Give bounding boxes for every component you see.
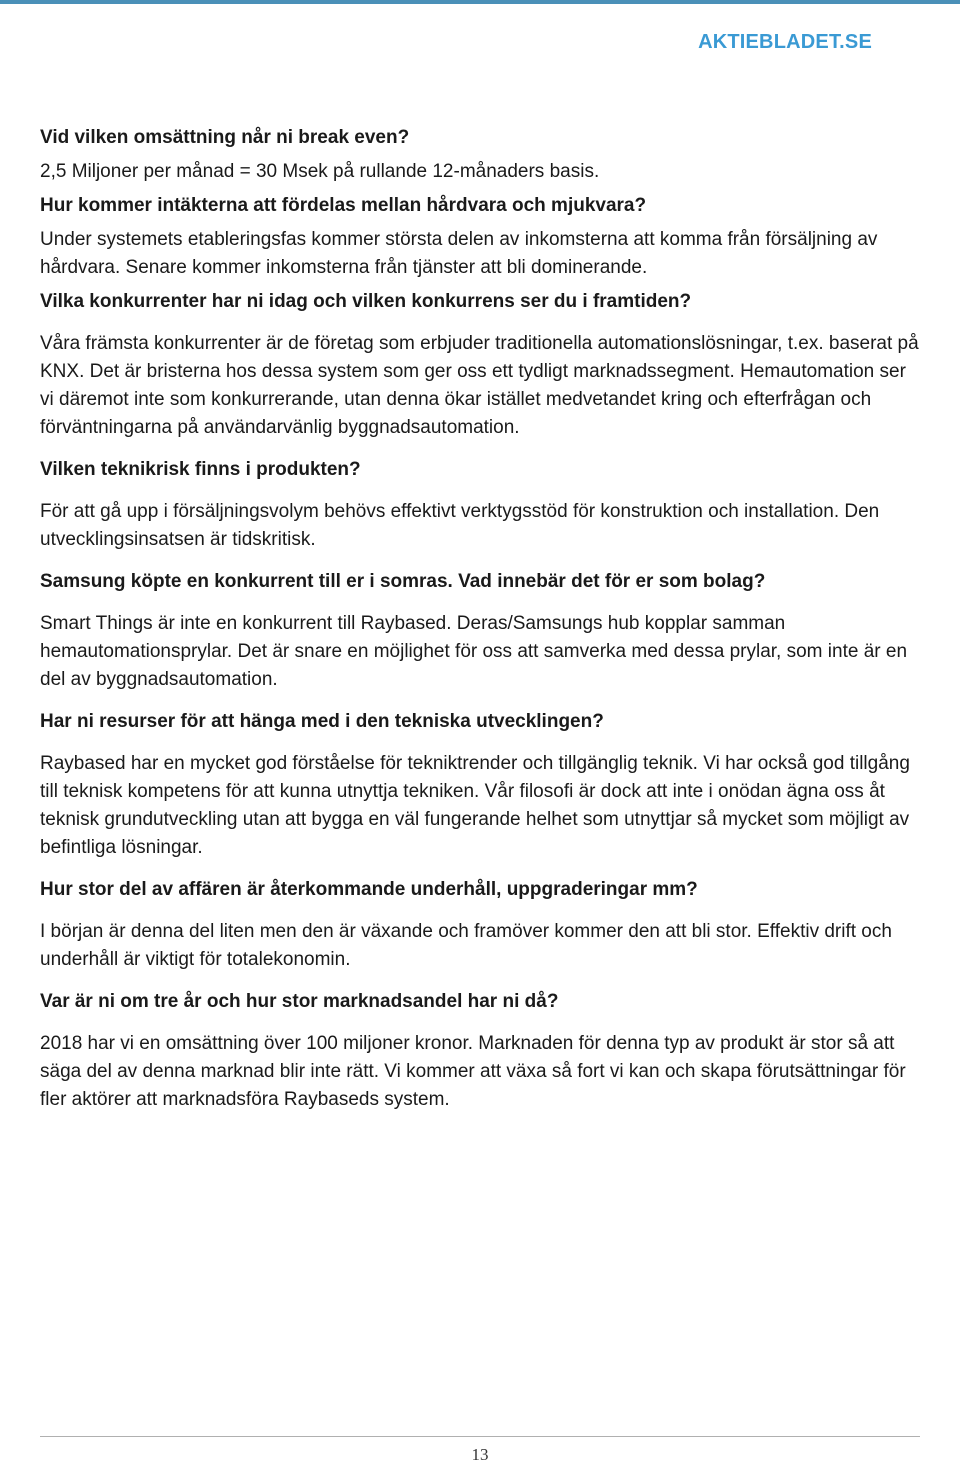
question-break-even: Vid vilken omsättning når ni break even? [40, 127, 410, 148]
answer-revenue-split: Under systemets etableringsfas kommer största delen av inkomsterna att komma från försäljning av hårdvara. Senare kommer inkomsterna från tjänster att bli dominerande. [40, 229, 878, 278]
page-number: 13 [471, 1445, 489, 1464]
question-resources: Har ni resurser för att hänga med i den tekniska utvecklingen? [40, 711, 604, 732]
answer-resources: Raybased har en mycket god förståelse för tekniktrender och tillgänglig teknik. Vi har också god tillgång till teknisk kompetens för att kunna utnyttja tekniken. Vår filosofi är dock att inte i onödan ägna oss åt teknisk grundutveckling utan att bygga en väl fungerande helhet som utnyttjar så mycket som möjligt av befintliga lösningar. [40, 753, 910, 858]
answer-three-years: 2018 har vi en omsättning över 100 miljoner kronor. Marknaden för denna typ av produkt är stor så att säga del av denna marknad blir inte rätt. Vi kommer att växa så fort vi kan och skapa förutsättningar för fler aktörer att marknadsföra Raybaseds system. [40, 1033, 906, 1110]
question-recurring: Hur stor del av affären är återkommande underhåll, uppgraderingar mm? [40, 879, 698, 900]
answer-recurring: I början är denna del liten men den är växande och framöver kommer den att bli stor. Effektiv drift och underhåll är viktigt för totalekonomin. [40, 921, 892, 970]
question-samsung: Samsung köpte en konkurrent till er i somras. Vad innebär det för er som bolag? [40, 571, 766, 592]
question-revenue-split: Hur kommer intäkterna att fördelas mellan hårdvara och mjukvara? [40, 195, 647, 216]
question-three-years: Var är ni om tre år och hur stor marknadsandel har ni då? [40, 991, 559, 1012]
top-rule [0, 0, 960, 4]
footer-rule [40, 1436, 920, 1437]
site-brand: AKTIEBLADET.SE [698, 31, 872, 53]
answer-tech-risk: För att gå upp i försäljningsvolym behövs effektivt verktygsstöd för konstruktion och installation. Den utvecklingsinsatsen är tidskritisk. [40, 501, 880, 550]
question-competitors: Vilka konkurrenter har ni idag och vilken konkurrens ser du i framtiden? [40, 291, 692, 312]
answer-competitors: Våra främsta konkurrenter är de företag som erbjuder traditionella automationslösningar, t.ex. baserat på KNX. Det är bristerna hos dessa system som ger oss ett tydligt marknadssegment. Hemautomation ser vi däremot inte som konkurrerande, utan denna ökar istället medvetandet kring och efterfrågan och förväntningarna på användarvänlig byggnadsautomation. [40, 333, 919, 438]
answer-samsung: Smart Things är inte en konkurrent till Raybased. Deras/Samsungs hub kopplar samman hemautomationsprylar. Det är snare en möjlighet för oss att samverka med dessa prylar, som inte är en del av byggnadsautomation. [40, 613, 908, 690]
answer-break-even: 2,5 Miljoner per månad = 30 Msek på rullande 12-månaders basis. [40, 161, 600, 182]
question-tech-risk: Vilken teknikrisk finns i produkten? [40, 459, 361, 480]
interview-content [40, 124, 920, 1128]
